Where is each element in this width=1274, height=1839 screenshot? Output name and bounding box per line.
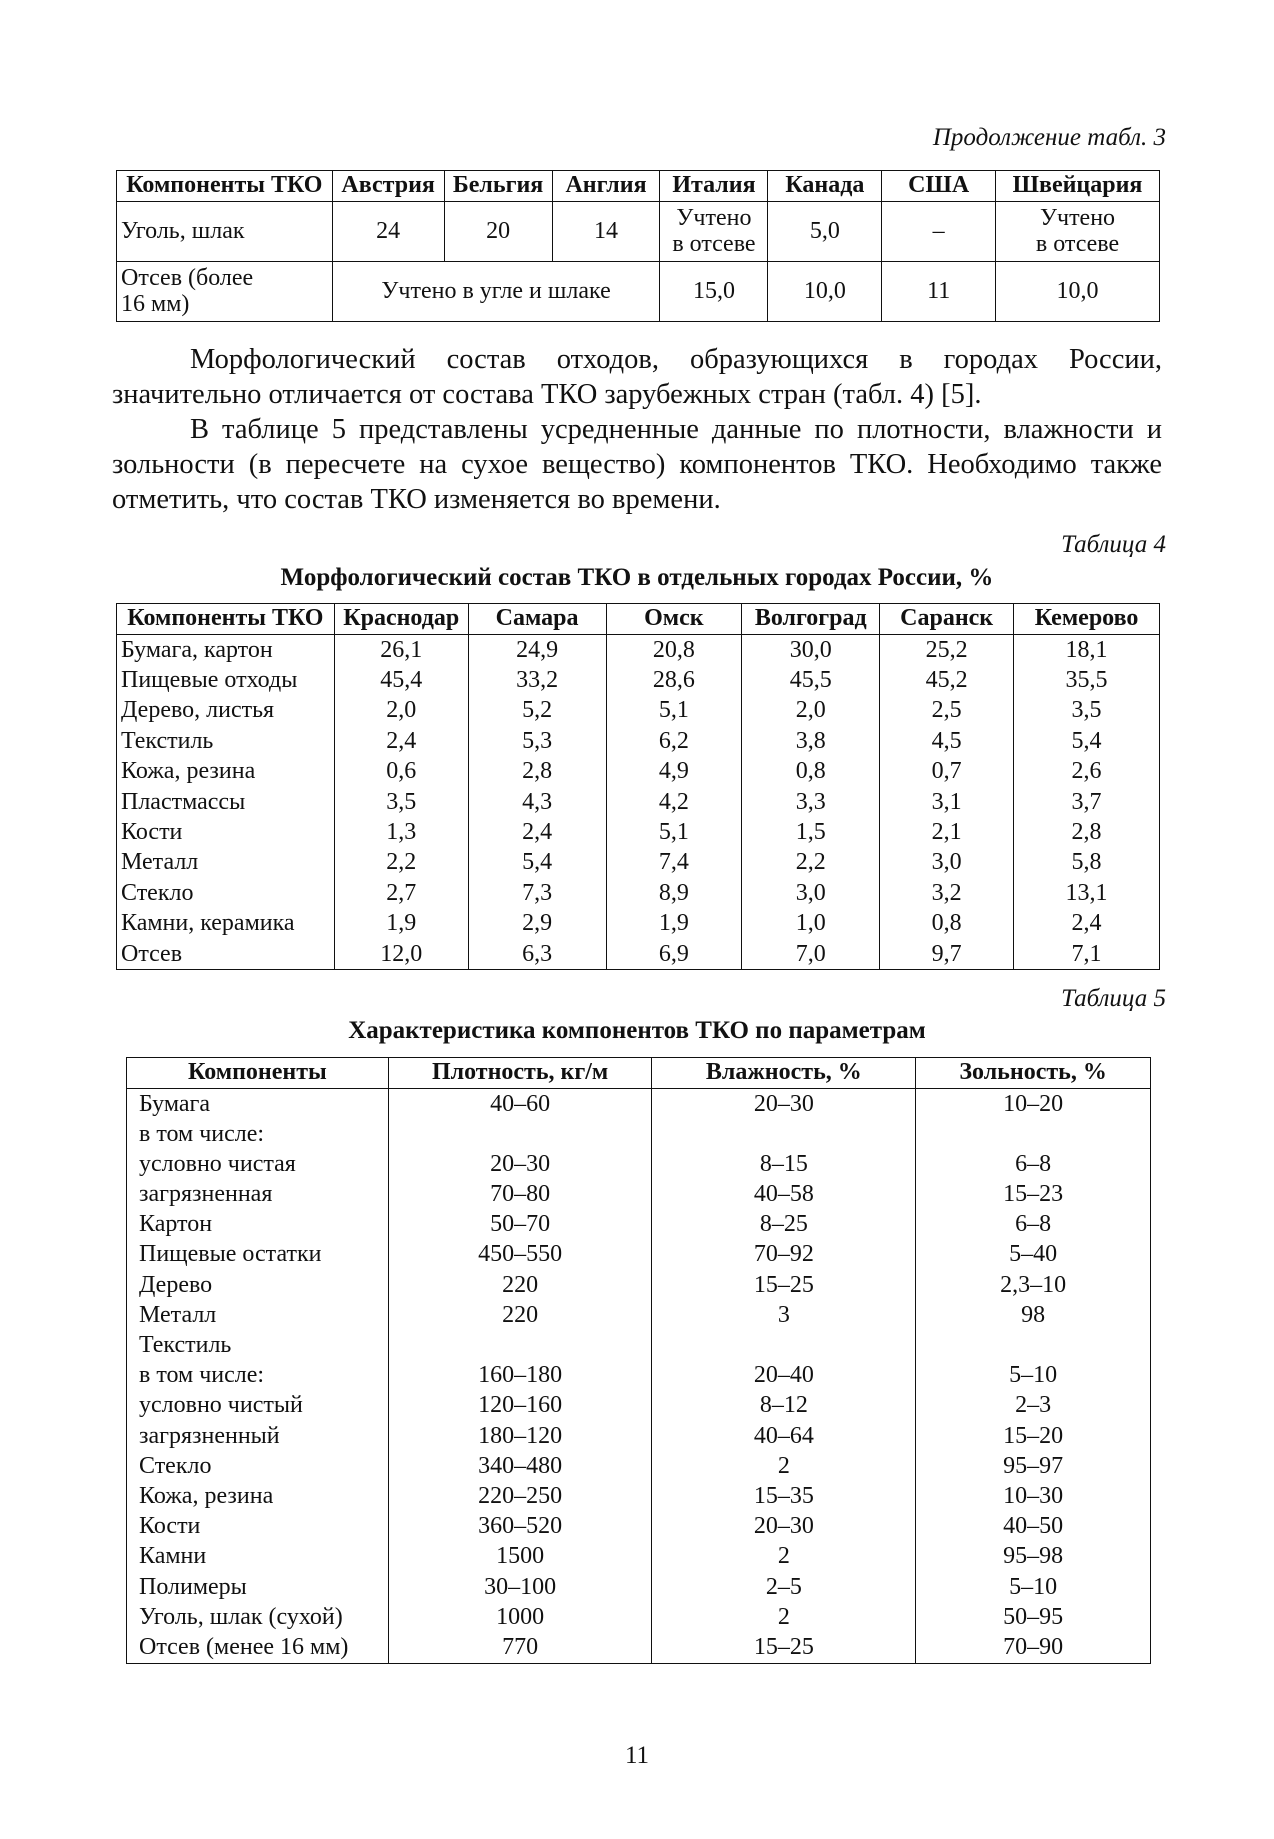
table-cell: 95–98	[916, 1542, 1151, 1572]
table-cell: 1500	[388, 1542, 652, 1572]
table-cell: 50–70	[388, 1210, 652, 1240]
header-cell: Саранск	[880, 604, 1014, 635]
table-4-number: Таблица 4	[1061, 531, 1166, 558]
table-cell: 8–25	[652, 1210, 916, 1240]
table-cell: 2,8	[1014, 817, 1160, 847]
table-row	[127, 1300, 1151, 1330]
table-row	[117, 696, 1160, 726]
table-cell: 20–30	[652, 1512, 916, 1542]
table-cell: 5,0	[768, 202, 882, 262]
table-cell	[388, 1331, 652, 1361]
table-cell: 2,0	[742, 696, 880, 726]
table-row	[117, 635, 1160, 666]
table-cell: 14	[552, 202, 660, 262]
row-label: Кожа, резина	[117, 757, 335, 787]
table-cell: 10,0	[768, 262, 882, 322]
table-cell: 40–50	[916, 1512, 1151, 1542]
table-cell: 3,7	[1014, 787, 1160, 817]
table-cell: 26,1	[334, 635, 468, 666]
row-label: загрязненный	[127, 1421, 389, 1451]
row-label: Кожа, резина	[127, 1481, 389, 1511]
table-row	[127, 1451, 1151, 1481]
table-row	[127, 1119, 1151, 1149]
table-cell: 340–480	[388, 1451, 652, 1481]
row-label: Камни	[127, 1542, 389, 1572]
cell-line: в отсеве	[672, 230, 756, 257]
row-label: Текстиль	[117, 726, 335, 756]
table-row	[117, 726, 1160, 756]
table-cell	[916, 1331, 1151, 1361]
table-row	[117, 262, 1160, 322]
header-cell: Компоненты	[127, 1058, 389, 1089]
table-row	[127, 1602, 1151, 1632]
row-label: условно чистый	[127, 1391, 389, 1421]
table-row	[127, 1240, 1151, 1270]
table-cell: 9,7	[880, 939, 1014, 970]
header-cell: Бельгия	[444, 171, 552, 202]
table-row	[117, 202, 1160, 262]
table-cell: –	[882, 202, 996, 262]
body-text	[112, 342, 1162, 517]
header-cell: Италия	[660, 171, 768, 202]
table-cell: 10–20	[916, 1089, 1151, 1120]
row-label: в том числе:	[127, 1361, 389, 1391]
row-label: Пищевые отходы	[117, 665, 335, 695]
table-cell	[996, 202, 1160, 262]
row-label: условно чистая	[127, 1149, 389, 1179]
row-label: Отсев	[117, 939, 335, 970]
row-label: Бумага	[127, 1089, 389, 1120]
table-cell: 4,5	[880, 726, 1014, 756]
header-cell: Компоненты ТКО	[117, 604, 335, 635]
header-cell: Влажность, %	[652, 1058, 916, 1089]
table-cell: 2,4	[334, 726, 468, 756]
cell-line: 16 мм)	[121, 290, 190, 317]
table-cell: 6–8	[916, 1210, 1151, 1240]
row-label	[117, 262, 333, 322]
table-cell: 4,3	[468, 787, 606, 817]
table-row	[127, 1512, 1151, 1542]
row-label: Стекло	[117, 878, 335, 908]
row-label: Картон	[127, 1210, 389, 1240]
header-cell: Швейцария	[996, 171, 1160, 202]
table-header-row	[117, 171, 1160, 202]
table-4-title: Морфологический состав ТКО в отдельных городах России, %	[280, 564, 994, 591]
row-label: Пластмассы	[117, 787, 335, 817]
table-row	[127, 1391, 1151, 1421]
table-cell: 15–25	[652, 1270, 916, 1300]
table-cell: 2,7	[334, 878, 468, 908]
row-label: Уголь, шлак	[117, 202, 333, 262]
table-cell: 15–23	[916, 1180, 1151, 1210]
table-cell: 3,8	[742, 726, 880, 756]
table-5-body	[127, 1089, 1151, 1664]
header-cell: Плотность, кг/м	[388, 1058, 652, 1089]
table-cell: 40–64	[652, 1421, 916, 1451]
table-row	[127, 1089, 1151, 1120]
table-cell: 2,2	[334, 848, 468, 878]
table-cell: 20–30	[652, 1089, 916, 1120]
table-cell: 10,0	[996, 262, 1160, 322]
table-cell: 2–5	[652, 1572, 916, 1602]
table-cell: 6–8	[916, 1149, 1151, 1179]
table-cell: 2,5	[880, 696, 1014, 726]
table-cell: 1,9	[334, 909, 468, 939]
table-cell: 33,2	[468, 665, 606, 695]
row-label: Дерево	[127, 1270, 389, 1300]
table-cell: 45,4	[334, 665, 468, 695]
table-cell: 1,5	[742, 817, 880, 847]
table-row	[127, 1572, 1151, 1602]
table-row	[127, 1542, 1151, 1572]
table-cell: 98	[916, 1300, 1151, 1330]
table-cell: 0,8	[880, 909, 1014, 939]
table-cell: 160–180	[388, 1361, 652, 1391]
table-cell: 5,8	[1014, 848, 1160, 878]
table-cell: 6,2	[606, 726, 742, 756]
table-cell: 24	[332, 202, 444, 262]
table-cell: 13,1	[1014, 878, 1160, 908]
table-continuation-label: Продолжение табл. 3	[932, 124, 1166, 151]
table-cell: 15,0	[660, 262, 768, 322]
table-row	[117, 848, 1160, 878]
table-cell: 2,4	[1014, 909, 1160, 939]
table-cell: 11	[882, 262, 996, 322]
table-cell: 3	[652, 1300, 916, 1330]
cell-line: Отсев (более	[121, 265, 254, 292]
paragraph: Морфологический состав отходов, образующихся в городах России, значительно отличается от состава ТКО зарубежных стран (табл. 4) [5].	[112, 344, 1162, 410]
table-cell: 30,0	[742, 635, 880, 666]
table-cell: 2,3–10	[916, 1270, 1151, 1300]
table-row	[117, 665, 1160, 695]
table-cell: 20,8	[606, 635, 742, 666]
table-cell	[652, 1331, 916, 1361]
table-5	[126, 1057, 1151, 1664]
table-cell: 3,3	[742, 787, 880, 817]
table-cell: 2,8	[468, 757, 606, 787]
table-row	[117, 939, 1160, 970]
table-cell: 220	[388, 1300, 652, 1330]
table-cell: 5,4	[1014, 726, 1160, 756]
row-label: в том числе:	[127, 1119, 389, 1149]
table-3-continuation	[116, 170, 1160, 322]
table-row	[117, 757, 1160, 787]
header-cell: Австрия	[332, 171, 444, 202]
table-cell: 8,9	[606, 878, 742, 908]
table-cell: 10–30	[916, 1481, 1151, 1511]
table-cell: 20–40	[652, 1361, 916, 1391]
table-cell: 7,4	[606, 848, 742, 878]
table-cell: 4,2	[606, 787, 742, 817]
table-cell	[652, 1119, 916, 1149]
table-cell: 7,3	[468, 878, 606, 908]
table-cell: 5–40	[916, 1240, 1151, 1270]
header-cell: Зольность, %	[916, 1058, 1151, 1089]
table-cell: 5,4	[468, 848, 606, 878]
table-cell: 3,5	[1014, 696, 1160, 726]
merged-cell: Учтено в угле и шлаке	[332, 262, 660, 322]
table-row	[117, 878, 1160, 908]
header-cell: Англия	[552, 171, 660, 202]
table-cell: 2,0	[334, 696, 468, 726]
table-cell: 0,6	[334, 757, 468, 787]
table-cell: 18,1	[1014, 635, 1160, 666]
table-cell: 7,0	[742, 939, 880, 970]
paragraph: В таблице 5 представлены усредненные данные по плотности, влажности и зольности (в пересчете на сухое вещество) компонентов ТКО. Необходимо также отметить, что состав ТКО изменяется во времени.	[112, 414, 1162, 515]
header-cell: США	[882, 171, 996, 202]
table-cell: 450–550	[388, 1240, 652, 1270]
table-cell: 30–100	[388, 1572, 652, 1602]
table-cell: 1,0	[742, 909, 880, 939]
row-label: Камни, керамика	[117, 909, 335, 939]
table-cell: 3,1	[880, 787, 1014, 817]
row-label: Бумага, картон	[117, 635, 335, 666]
table-cell: 1000	[388, 1602, 652, 1632]
table-cell: 2	[652, 1542, 916, 1572]
table-cell: 220–250	[388, 1481, 652, 1511]
table-cell: 5,3	[468, 726, 606, 756]
table-cell: 50–95	[916, 1602, 1151, 1632]
table-cell: 6,9	[606, 939, 742, 970]
table-cell: 3,0	[742, 878, 880, 908]
table-cell: 2,1	[880, 817, 1014, 847]
table-cell: 3,5	[334, 787, 468, 817]
table-row	[127, 1180, 1151, 1210]
table-cell: 5,1	[606, 817, 742, 847]
table-cell	[916, 1119, 1151, 1149]
table-5-title: Характеристика компонентов ТКО по параметрам	[348, 1017, 926, 1044]
table-cell: 95–97	[916, 1451, 1151, 1481]
table-cell: 5–10	[916, 1572, 1151, 1602]
table-row	[127, 1481, 1151, 1511]
cell-line: в отсеве	[1035, 230, 1120, 257]
table-row	[127, 1421, 1151, 1451]
table-cell: 15–20	[916, 1421, 1151, 1451]
table-cell: 5,2	[468, 696, 606, 726]
row-label: Уголь, шлак (сухой)	[127, 1602, 389, 1632]
table-row	[127, 1149, 1151, 1179]
table-cell: 360–520	[388, 1512, 652, 1542]
table-cell: 7,1	[1014, 939, 1160, 970]
table-cell: 0,8	[742, 757, 880, 787]
table-cell: 2,9	[468, 909, 606, 939]
header-cell: Волгоград	[742, 604, 880, 635]
table-row	[127, 1361, 1151, 1391]
table-cell: 70–90	[916, 1632, 1151, 1663]
row-label: Кости	[127, 1512, 389, 1542]
table-cell: 220	[388, 1270, 652, 1300]
table-row	[127, 1270, 1151, 1300]
header-cell: Компоненты ТКО	[117, 171, 333, 202]
table-cell: 28,6	[606, 665, 742, 695]
table-row	[127, 1632, 1151, 1663]
table-cell: 4,9	[606, 757, 742, 787]
table-cell: 45,2	[880, 665, 1014, 695]
table-cell: 6,3	[468, 939, 606, 970]
header-cell: Омск	[606, 604, 742, 635]
table-row	[127, 1331, 1151, 1361]
table-cell: 5–10	[916, 1361, 1151, 1391]
table-cell: 180–120	[388, 1421, 652, 1451]
cell-line: Учтено	[676, 205, 752, 232]
row-label: Металл	[127, 1300, 389, 1330]
row-label: загрязненная	[127, 1180, 389, 1210]
table-cell: 2	[652, 1602, 916, 1632]
table-row	[127, 1210, 1151, 1240]
table-cell: 3,0	[880, 848, 1014, 878]
table-cell: 24,9	[468, 635, 606, 666]
page-number: 11	[624, 1742, 650, 1769]
table-cell: 2,4	[468, 817, 606, 847]
header-cell: Краснодар	[334, 604, 468, 635]
table-4-body	[117, 635, 1160, 970]
table-5-number: Таблица 5	[1061, 985, 1166, 1012]
row-label: Металл	[117, 848, 335, 878]
row-label: Текстиль	[127, 1331, 389, 1361]
row-label: Полимеры	[127, 1572, 389, 1602]
table-row	[117, 817, 1160, 847]
table-cell: 1,9	[606, 909, 742, 939]
row-label: Кости	[117, 817, 335, 847]
header-cell: Кемерово	[1014, 604, 1160, 635]
table-4	[116, 603, 1160, 970]
row-label: Стекло	[127, 1451, 389, 1481]
table-cell: 2–3	[916, 1391, 1151, 1421]
table-cell: 3,2	[880, 878, 1014, 908]
table-cell: 15–35	[652, 1481, 916, 1511]
table-row	[117, 787, 1160, 817]
table-cell: 70–92	[652, 1240, 916, 1270]
table-cell: 770	[388, 1632, 652, 1663]
table-cell: 25,2	[880, 635, 1014, 666]
table-cell: 2	[652, 1451, 916, 1481]
table-cell: 8–15	[652, 1149, 916, 1179]
table-cell: 20	[444, 202, 552, 262]
table-cell: 40–60	[388, 1089, 652, 1120]
table-cell	[660, 202, 768, 262]
table-cell: 45,5	[742, 665, 880, 695]
table-cell: 1,3	[334, 817, 468, 847]
table-cell: 20–30	[388, 1149, 652, 1179]
table-cell: 8–12	[652, 1391, 916, 1421]
table-cell: 5,1	[606, 696, 742, 726]
table-cell: 120–160	[388, 1391, 652, 1421]
table-cell: 12,0	[334, 939, 468, 970]
table-header-row	[117, 604, 1160, 635]
table-cell: 2,2	[742, 848, 880, 878]
header-cell: Самара	[468, 604, 606, 635]
table-cell: 35,5	[1014, 665, 1160, 695]
row-label: Отсев (менее 16 мм)	[127, 1632, 389, 1663]
table-header-row	[127, 1058, 1151, 1089]
table-cell: 15–25	[652, 1632, 916, 1663]
header-cell: Канада	[768, 171, 882, 202]
cell-line: Учтено	[1040, 205, 1116, 232]
table-row	[117, 909, 1160, 939]
table-cell: 0,7	[880, 757, 1014, 787]
table-cell	[388, 1119, 652, 1149]
table-cell: 70–80	[388, 1180, 652, 1210]
table-cell: 2,6	[1014, 757, 1160, 787]
row-label: Дерево, листья	[117, 696, 335, 726]
row-label: Пищевые остатки	[127, 1240, 389, 1270]
table-cell: 40–58	[652, 1180, 916, 1210]
